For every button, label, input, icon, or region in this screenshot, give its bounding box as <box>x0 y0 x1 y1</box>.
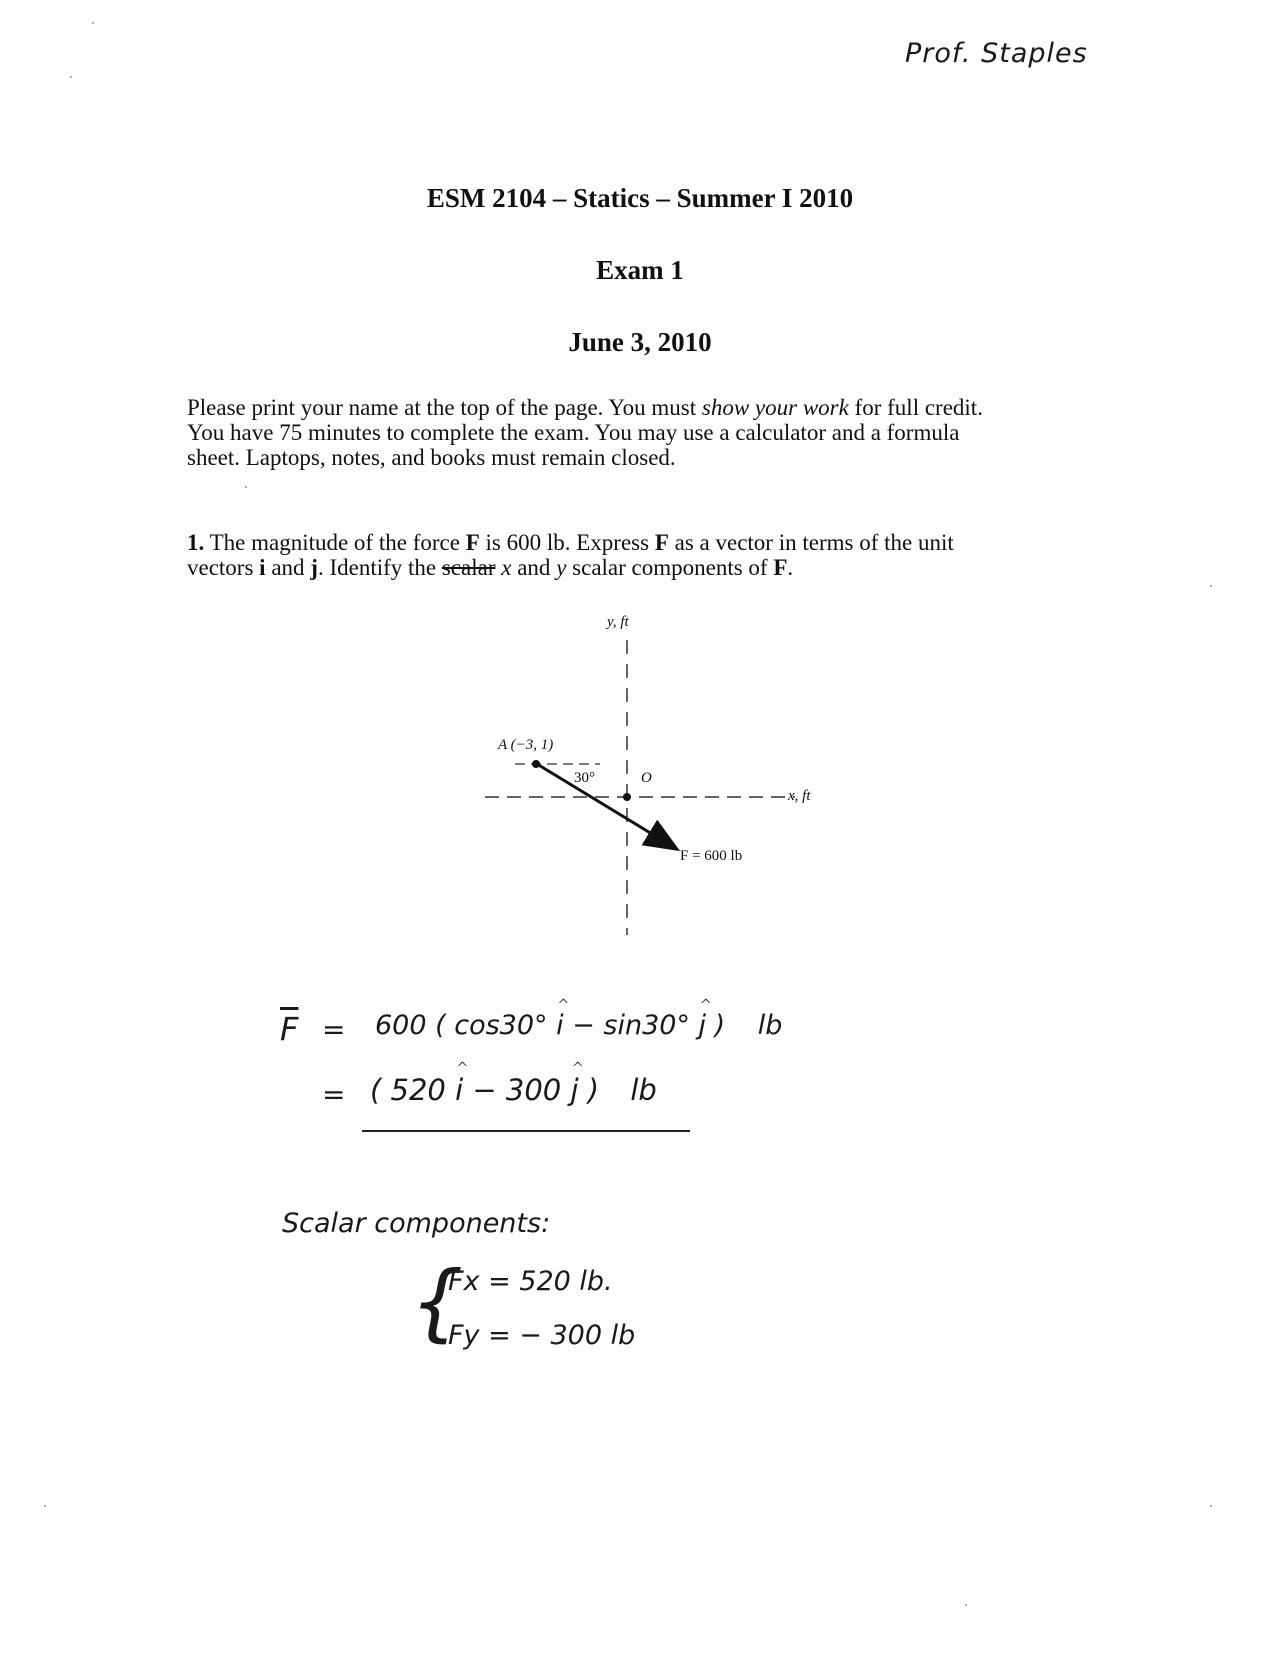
instructions-line-1: Please print your name at the top of the page. You must show your work for full credit. <box>187 395 983 420</box>
point-a <box>532 760 540 768</box>
course-title: ESM 2104 – Statics – Summer I 2010 <box>426 183 854 213</box>
y-axis-label: y, ft <box>607 614 629 630</box>
origin-label: O <box>641 770 652 786</box>
exam-title: Exam 1 <box>596 255 684 285</box>
fy-value: Fy = − 300 lb <box>448 1320 636 1351</box>
force-label: F = 600 lb <box>680 848 743 864</box>
scan-speck <box>245 486 247 488</box>
solution-lhs: $\overline{F}$ <box>280 1010 299 1048</box>
solution-eq-2: = <box>322 1078 346 1111</box>
instructions-line-2: You have 75 minutes to complete the exam. You may use a calculator and a formula <box>187 420 960 445</box>
problem-line-1: 1. The magnitude of the force F is 600 lb. Express F as a vector in terms of the unit <box>187 530 954 555</box>
origin-point <box>623 793 631 801</box>
handwritten-annotation: Prof. Staples <box>905 38 1088 69</box>
fx-value: Fx = 520 lb. <box>448 1266 613 1297</box>
scan-speck <box>1210 1505 1212 1507</box>
exam-date: June 3, 2010 <box>568 327 712 357</box>
solution-eq-1: = <box>322 1013 346 1046</box>
scan-speck <box>44 1505 46 1507</box>
solution-line-2: ( 520 ^ i − 300 ^ j ) lb <box>370 1073 657 1107</box>
angle-label: 30° <box>574 770 595 786</box>
scan-speck <box>965 1604 967 1606</box>
problem-line-2: vectors i and j. Identify the scalar x and y scalar components of F. <box>187 555 794 580</box>
components-brace: { <box>410 1253 464 1351</box>
instructions-line-3: sheet. Laptops, notes, and books must remain closed. <box>187 445 676 470</box>
solution-line-1: 600 ( cos30° ^ i − sin30° ^ j ) lb <box>375 1010 782 1041</box>
force-vector <box>537 764 675 848</box>
scalar-components-heading: Scalar components: <box>282 1208 551 1239</box>
scan-speck <box>70 76 72 78</box>
struck-word: scalar <box>441 555 496 580</box>
scan-speck <box>1210 585 1212 587</box>
scan-speck <box>92 22 94 24</box>
x-axis-label: x, ft <box>788 788 811 804</box>
answer-underline <box>362 1130 690 1132</box>
point-a-label: A (−3, 1) <box>498 737 554 753</box>
